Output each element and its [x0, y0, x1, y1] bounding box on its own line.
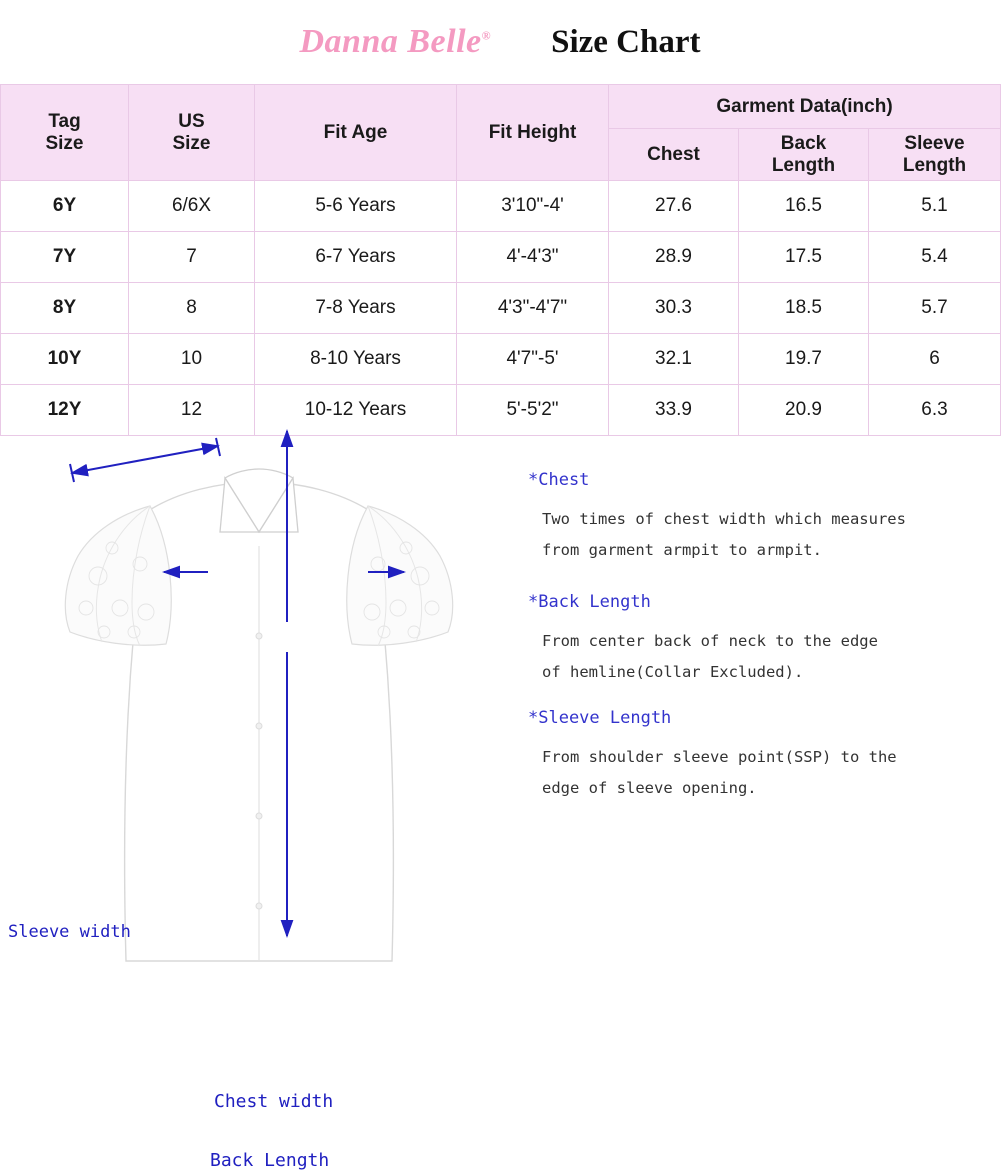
cell-sleeve-length: 6: [869, 334, 1001, 385]
page-header: [0, 0, 1000, 84]
sleeve-length-line2: Length: [902, 154, 967, 176]
note-chest-line2: from garment armpit to armpit.: [542, 541, 822, 559]
column-header-tag-size: [1, 85, 129, 181]
left-ruffle-sleeve: [65, 506, 171, 646]
cell-back-length: 16.5: [739, 181, 869, 232]
shirt-diagram-svg: [0, 436, 520, 966]
cell-fit-height: 4'-4'3": [457, 232, 609, 283]
cell-tag-size: 8Y: [1, 283, 129, 334]
column-header-fit-height: Fit Height: [457, 85, 609, 181]
measurement-notes: [528, 436, 994, 824]
back-length-line2: Length: [771, 154, 836, 176]
sleeve-length-line1: Sleeve: [904, 133, 965, 155]
cell-back-length: 18.5: [739, 283, 869, 334]
note-back-length-body: [542, 626, 994, 688]
note-back-length: [528, 592, 994, 688]
cell-fit-height: 5'-5'2": [457, 385, 609, 436]
us-size-line1: US: [178, 111, 205, 133]
measurement-guide: [0, 436, 1000, 1171]
cell-fit-age: 6-7 Years: [255, 232, 457, 283]
cell-sleeve-length: 5.7: [869, 283, 1001, 334]
cell-fit-age: 7-8 Years: [255, 283, 457, 334]
table-row: [1, 181, 1001, 232]
cell-us-size: 12: [129, 385, 255, 436]
note-back-length-heading: *Back Length: [528, 592, 651, 612]
note-chest: [528, 470, 994, 566]
brand-name: Danna Belle: [299, 23, 482, 60]
column-header-garment-data: Garment Data(inch): [609, 85, 1001, 129]
cell-tag-size: 6Y: [1, 181, 129, 232]
right-ruffle-sleeve: [347, 506, 453, 646]
note-chest-line1: Two times of chest width which measures: [542, 510, 906, 528]
cell-us-size: 10: [129, 334, 255, 385]
tag-size-line2: Size: [45, 132, 84, 154]
table-row: [1, 334, 1001, 385]
cell-fit-height: 3'10"-4': [457, 181, 609, 232]
cell-fit-height: 4'7"-5': [457, 334, 609, 385]
note-chest-body: [542, 504, 994, 566]
note-sleeve-length-heading: *Sleeve Length: [528, 708, 672, 728]
cell-back-length: 17.5: [739, 232, 869, 283]
column-header-fit-age: Fit Age: [255, 85, 457, 181]
table-row: [1, 232, 1001, 283]
cell-us-size: 7: [129, 232, 255, 283]
note-chest-heading: *Chest: [528, 470, 590, 490]
cell-tag-size: 7Y: [1, 232, 129, 283]
note-back-length-line1: From center back of neck to the edge: [542, 632, 878, 650]
cell-back-length: 19.7: [739, 334, 869, 385]
sleeve-width-arrow: [66, 481, 68, 966]
back-length-label: Back Length: [210, 1150, 330, 1171]
table-row: [1, 385, 1001, 436]
column-header-back-length: [739, 129, 869, 181]
garment-illustration: [0, 436, 520, 1171]
cell-tag-size: 12Y: [1, 385, 129, 436]
note-sleeve-length-line1: From shoulder sleeve point(SSP) to the: [542, 748, 897, 766]
cell-chest: 33.9: [609, 385, 739, 436]
note-sleeve-length: [528, 708, 994, 804]
cell-back-length: 20.9: [739, 385, 869, 436]
cell-chest: 30.3: [609, 283, 739, 334]
table-row: [1, 283, 1001, 334]
cell-fit-height: 4'3"-4'7": [457, 283, 609, 334]
cell-fit-age: 8-10 Years: [255, 334, 457, 385]
table-header-row-1: [1, 85, 1001, 129]
tag-size-line1: Tag: [48, 111, 81, 133]
table-body: [1, 181, 1001, 436]
cell-sleeve-length: 5.1: [869, 181, 1001, 232]
page-title: Size Chart: [551, 23, 701, 60]
table-header: [1, 85, 1001, 181]
sleeve-width-label: Sleeve width: [8, 922, 131, 942]
cell-us-size: 8: [129, 283, 255, 334]
cell-chest: 27.6: [609, 181, 739, 232]
column-header-us-size: [129, 85, 255, 181]
cell-sleeve-length: 6.3: [869, 385, 1001, 436]
chest-width-label: Chest width: [214, 1091, 334, 1112]
cell-fit-age: 5-6 Years: [255, 181, 457, 232]
column-header-chest: Chest: [609, 129, 739, 181]
registered-mark: ®: [481, 28, 492, 43]
brand-logo: [300, 23, 492, 61]
note-sleeve-length-line2: edge of sleeve opening.: [542, 779, 757, 797]
us-size-line2: Size: [172, 132, 211, 154]
back-length-line1: Back: [780, 133, 827, 155]
note-sleeve-length-body: [542, 742, 994, 804]
note-back-length-line2: of hemline(Collar Excluded).: [542, 663, 804, 681]
column-header-sleeve-length: [869, 129, 1001, 181]
cell-tag-size: 10Y: [1, 334, 129, 385]
size-chart-table: [0, 84, 1001, 436]
cell-us-size: 6/6X: [129, 181, 255, 232]
cell-sleeve-length: 5.4: [869, 232, 1001, 283]
cell-chest: 28.9: [609, 232, 739, 283]
cell-fit-age: 10-12 Years: [255, 385, 457, 436]
cell-chest: 32.1: [609, 334, 739, 385]
shirt-body-shape: [125, 469, 394, 961]
